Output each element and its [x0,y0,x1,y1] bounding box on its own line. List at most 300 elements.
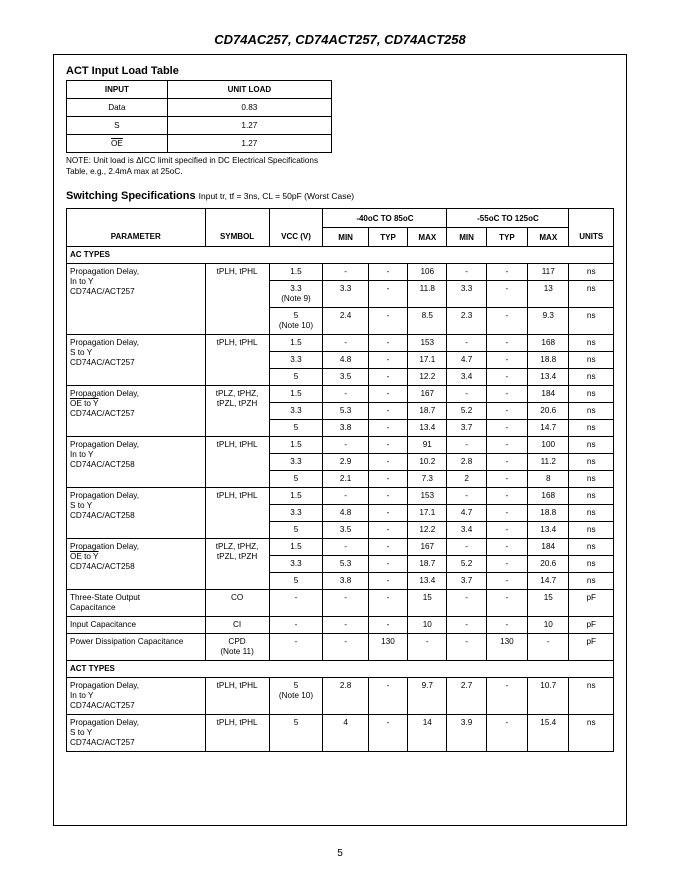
vcc-value: 5 [293,474,299,483]
unit-cell: ns [569,437,614,454]
switching-specifications-table [66,208,614,752]
symbol-cell [205,264,269,335]
value-cell: 5.3 [323,403,368,420]
table-row [67,437,614,454]
value-cell: - [368,715,407,752]
value-cell: - [368,522,407,539]
value-cell: 3.4 [447,522,486,539]
note-line-2: Table, e.g., 2.4mA max at 25oC. [66,167,183,176]
col-unit-load-header: UNIT LOAD [167,81,331,99]
value-cell: 3.7 [447,573,486,590]
value-cell: - [486,522,527,539]
value-cell: 8 [528,471,569,488]
symbol-text: tPLH, tPHL [216,338,258,347]
vcc-cell [269,539,323,556]
vcc-value: 1.5 [290,338,302,347]
symbol-cell [205,617,269,634]
vcc-cell [269,471,323,488]
value-cell: - [447,437,486,454]
vcc-cell [269,335,323,352]
value-cell: - [368,488,407,505]
symbol-text: tPLZ, tPHZ, [215,542,259,551]
value-cell: - [486,369,527,386]
vcc-cell [269,281,323,308]
value-cell: 130 [486,634,527,661]
unit-cell: ns [569,505,614,522]
document-title: CD74AC257, CD74ACT257, CD74ACT258 [214,32,466,47]
col-units-header: UNITS [569,228,614,247]
value-cell: - [368,556,407,573]
value-cell: - [323,335,368,352]
value-cell: - [528,634,569,661]
input-cell: S [67,117,168,135]
unit-cell: ns [569,715,614,752]
vcc-value: 3.3 [290,559,302,568]
parameter-line: Input Capacitance [70,620,136,629]
value-cell: 9.7 [408,678,447,715]
value-cell: 3.8 [323,420,368,437]
symbol-text: CI [232,620,242,629]
value-cell: - [486,539,527,556]
value-cell: 3.9 [447,715,486,752]
parameter-line: CD74AC/ACT257 [70,701,135,710]
parameter-line: OE to Y [70,552,99,561]
value-cell: 20.6 [528,556,569,573]
value-cell: - [323,264,368,281]
symbol-text: tPZL, tPZH [216,399,258,408]
value-cell: 153 [408,488,447,505]
table-row [67,678,614,715]
value-cell: - [486,617,527,634]
table-row [67,715,614,752]
value-cell: 2.4 [323,308,368,335]
parameter-line: In to Y [70,450,94,459]
parameter-cell [67,634,206,661]
parameter-cell [67,488,206,539]
value-cell: - [486,715,527,752]
value-cell: - [486,264,527,281]
symbol-text: tPLH, tPHL [216,681,258,690]
value-cell: - [323,488,368,505]
parameter-line: In to Y [70,277,94,286]
value-cell: 13 [528,281,569,308]
col-typ-1-header: TYP [368,228,407,247]
value-cell: - [447,590,486,617]
value-cell: 13.4 [408,420,447,437]
table-row [67,617,614,634]
parameter-cell [67,437,206,488]
vcc-value: 3.3 [290,508,302,517]
unit-cell: ns [569,335,614,352]
value-cell: 3.3 [447,281,486,308]
symbol-text: tPLH, tPHL [216,267,258,276]
value-cell: - [486,420,527,437]
vcc-cell [269,264,323,281]
value-cell: 5.2 [447,403,486,420]
temp-range-2-header: -55oC TO 125oC [447,209,569,228]
value-cell: - [486,335,527,352]
value-cell: 10.2 [408,454,447,471]
vcc-cell [269,715,323,752]
value-cell: - [368,573,407,590]
col-max-1-header: MAX [408,228,447,247]
col-parameter-header: PARAMETER [67,228,206,247]
value-cell: 2 [447,471,486,488]
vcc-value: 5 [293,372,299,381]
value-cell: 3.4 [447,369,486,386]
switching-title-text: Switching Specifications [66,190,196,202]
temp-range-1-header: -40oC TO 85oC [323,209,447,228]
parameter-line: In to Y [70,691,94,700]
symbol-cell [205,590,269,617]
value-cell: 3.5 [323,522,368,539]
page-number: 5 [337,848,343,859]
symbol-cell [205,634,269,661]
symbol-text: CO [230,593,244,602]
unit-cell: ns [569,539,614,556]
vcc-value: - [294,593,298,602]
value-cell: 3.7 [447,420,486,437]
value-cell: - [368,420,407,437]
value-cell: 153 [408,335,447,352]
symbol-text: tPZL, tPZH [216,552,258,561]
unit-load-cell: 1.27 [167,135,331,153]
table-row [67,264,614,281]
value-cell: - [323,539,368,556]
note-line-1: NOTE: Unit load is ΔICC limit specified in DC Electrical Specifications [66,156,319,165]
unit-cell: ns [569,386,614,403]
value-cell: 2.3 [447,308,486,335]
load-table-title: ACT Input Load Table [66,65,179,77]
value-cell: - [486,590,527,617]
value-cell: 7.3 [408,471,447,488]
symbol-text: CPD [228,637,246,646]
value-cell: - [368,352,407,369]
unit-cell: ns [569,369,614,386]
vcc-cell [269,420,323,437]
unit-cell: ns [569,308,614,335]
value-cell: - [486,281,527,308]
value-cell: - [486,678,527,715]
value-cell: - [447,335,486,352]
value-cell: 9.3 [528,308,569,335]
parameter-line: Propagation Delay, [70,681,140,690]
value-cell: 20.6 [528,403,569,420]
value-cell: 13.4 [528,369,569,386]
table-row [67,539,614,556]
value-cell: 17.1 [408,505,447,522]
parameter-line: OE to Y [70,399,99,408]
vcc-cell [269,488,323,505]
vcc-value: - [294,637,298,646]
value-cell: - [486,573,527,590]
parameter-line: Propagation Delay, [70,267,140,276]
table-row [67,634,614,661]
value-cell: 4.8 [323,505,368,522]
value-cell: 168 [528,335,569,352]
unit-cell: ns [569,573,614,590]
value-cell: 10 [528,617,569,634]
value-cell: 3.3 [323,281,368,308]
parameter-line: CD74AC/ACT258 [70,460,135,469]
value-cell: - [323,617,368,634]
value-cell: 184 [528,539,569,556]
value-cell: - [447,488,486,505]
vcc-cell [269,403,323,420]
value-cell: - [486,352,527,369]
vcc-value: 1.5 [290,542,302,551]
value-cell: 2.9 [323,454,368,471]
symbol-cell [205,386,269,437]
vcc-cell [269,505,323,522]
vcc-value: 5 [293,525,299,534]
value-cell: - [368,590,407,617]
act-input-load-table [66,80,332,153]
col-min-2-header: MIN [447,228,486,247]
parameter-line: S to Y [70,501,93,510]
parameter-line: S to Y [70,348,93,357]
value-cell: - [368,539,407,556]
parameter-cell [67,264,206,335]
symbol-cell [205,539,269,590]
value-cell: 117 [528,264,569,281]
value-cell: - [486,556,527,573]
table-row [67,386,614,403]
unit-cell: pF [569,590,614,617]
value-cell: 12.2 [408,522,447,539]
vcc-value: 3.3 [290,406,302,415]
value-cell: - [486,437,527,454]
value-cell: - [368,471,407,488]
value-cell: - [368,264,407,281]
vcc-note: (Note 9) [281,294,311,303]
value-cell: 11.2 [528,454,569,471]
vcc-value: 3.3 [290,355,302,364]
value-cell: 5.3 [323,556,368,573]
unit-cell: ns [569,556,614,573]
value-cell: - [486,403,527,420]
value-cell: - [323,590,368,617]
unit-cell: ns [569,264,614,281]
switching-table-body [67,247,614,752]
group-row [67,661,614,678]
value-cell: 4.7 [447,352,486,369]
symbol-text: tPLZ, tPHZ, [215,389,259,398]
value-cell: - [447,634,486,661]
parameter-line: CD74AC/ACT258 [70,562,135,571]
table-row [67,117,332,135]
value-cell: - [368,505,407,522]
symbol-cell [205,678,269,715]
vcc-value: 1.5 [290,389,302,398]
value-cell: - [408,634,447,661]
unit-cell: ns [569,352,614,369]
value-cell: 5.2 [447,556,486,573]
vcc-value: 5 [293,311,299,320]
value-cell: 100 [528,437,569,454]
vcc-value: 3.3 [290,457,302,466]
value-cell: 2.1 [323,471,368,488]
parameter-line: CD74AC/ACT257 [70,358,135,367]
value-cell: 13.4 [408,573,447,590]
value-cell: 15 [408,590,447,617]
parameter-cell [67,617,206,634]
unit-cell: ns [569,403,614,420]
value-cell: - [486,488,527,505]
value-cell: - [486,386,527,403]
value-cell: 4 [323,715,368,752]
value-cell: - [368,369,407,386]
value-cell: 13.4 [528,522,569,539]
parameter-line: Propagation Delay, [70,338,140,347]
vcc-value: 1.5 [290,440,302,449]
value-cell: 4.8 [323,352,368,369]
value-cell: 184 [528,386,569,403]
value-cell: 10 [408,617,447,634]
parameter-cell [67,335,206,386]
value-cell: 168 [528,488,569,505]
vcc-value: - [294,620,298,629]
value-cell: - [368,335,407,352]
symbol-cell [205,335,269,386]
vcc-value: 5 [293,423,299,432]
parameter-line: Capacitance [70,603,116,612]
switching-title [66,190,354,202]
parameter-line: CD74AC/ACT257 [70,738,135,747]
input-cell: Data [67,99,168,117]
value-cell: 2.8 [323,678,368,715]
parameter-line: Propagation Delay, [70,440,140,449]
symbol-cell [205,488,269,539]
parameter-cell [67,678,206,715]
vcc-cell [269,556,323,573]
vcc-cell [269,573,323,590]
table-row [67,590,614,617]
value-cell: - [323,437,368,454]
value-cell: 2.8 [447,454,486,471]
value-cell: - [323,386,368,403]
value-cell: 14.7 [528,420,569,437]
value-cell: - [368,403,407,420]
unit-load-cell: 1.27 [167,117,331,135]
value-cell: 8.5 [408,308,447,335]
parameter-line: CD74AC/ACT257 [70,409,135,418]
value-cell: - [447,617,486,634]
table-row [67,135,332,153]
value-cell: 2.7 [447,678,486,715]
value-cell: 167 [408,386,447,403]
unit-cell: ns [569,420,614,437]
table-row [67,488,614,505]
parameter-line: Propagation Delay, [70,542,140,551]
value-cell: 91 [408,437,447,454]
unit-cell: pF [569,634,614,661]
value-cell: 15.4 [528,715,569,752]
parameter-line: CD74AC/ACT257 [70,287,135,296]
value-cell: - [368,386,407,403]
value-cell: 14 [408,715,447,752]
value-cell: - [486,471,527,488]
vcc-cell [269,522,323,539]
value-cell: - [486,308,527,335]
group-label: ACT TYPES [67,661,614,678]
vcc-cell [269,386,323,403]
vcc-cell [269,454,323,471]
col-max-2-header: MAX [528,228,569,247]
group-row [67,247,614,264]
vcc-cell [269,352,323,369]
value-cell: 10.7 [528,678,569,715]
symbol-text: tPLH, tPHL [216,718,258,727]
value-cell: 17.1 [408,352,447,369]
value-cell: 130 [368,634,407,661]
value-cell: 3.5 [323,369,368,386]
vcc-value: 5 [293,718,299,727]
vcc-cell [269,437,323,454]
value-cell: 14.7 [528,573,569,590]
vcc-note: (Note 10) [278,321,314,330]
value-cell: 18.7 [408,403,447,420]
symbol-text: tPLH, tPHL [216,491,258,500]
unit-cell: ns [569,488,614,505]
parameter-line: Power Dissipation Capacitance [70,637,184,646]
col-typ-2-header: TYP [486,228,527,247]
value-cell: - [447,264,486,281]
value-cell: 12.2 [408,369,447,386]
symbol-cell [205,437,269,488]
vcc-value: 5 [293,576,299,585]
vcc-cell [269,369,323,386]
vcc-value: 5 [293,681,299,690]
value-cell: 3.8 [323,573,368,590]
value-cell: 11.8 [408,281,447,308]
col-vcc-header: VCC (V) [269,228,323,247]
parameter-cell [67,715,206,752]
value-cell: 18.8 [528,352,569,369]
value-cell: - [368,281,407,308]
value-cell: - [368,437,407,454]
unit-cell: ns [569,522,614,539]
col-input-header: INPUT [67,81,168,99]
value-cell: - [368,308,407,335]
value-cell: - [368,678,407,715]
group-label: AC TYPES [67,247,614,264]
vcc-cell [269,678,323,715]
value-cell: 18.8 [528,505,569,522]
vcc-value: 1.5 [290,491,302,500]
value-cell: 18.7 [408,556,447,573]
unit-cell: ns [569,454,614,471]
input-cell: $\overline{OE}$ [67,135,168,153]
unit-cell: ns [569,678,614,715]
unit-cell: ns [569,471,614,488]
value-cell: - [447,539,486,556]
value-cell: 106 [408,264,447,281]
parameter-cell [67,539,206,590]
value-cell: 167 [408,539,447,556]
value-cell: - [368,617,407,634]
symbol-cell [205,715,269,752]
parameter-line: Propagation Delay, [70,491,140,500]
unit-load-cell: 0.83 [167,99,331,117]
unit-cell: ns [569,281,614,308]
vcc-value: 3.3 [290,284,302,293]
parameter-cell [67,590,206,617]
parameter-line: S to Y [70,728,93,737]
col-symbol-header: SYMBOL [205,228,269,247]
parameter-line: Propagation Delay, [70,389,140,398]
parameter-line: Three-State Output [70,593,141,602]
